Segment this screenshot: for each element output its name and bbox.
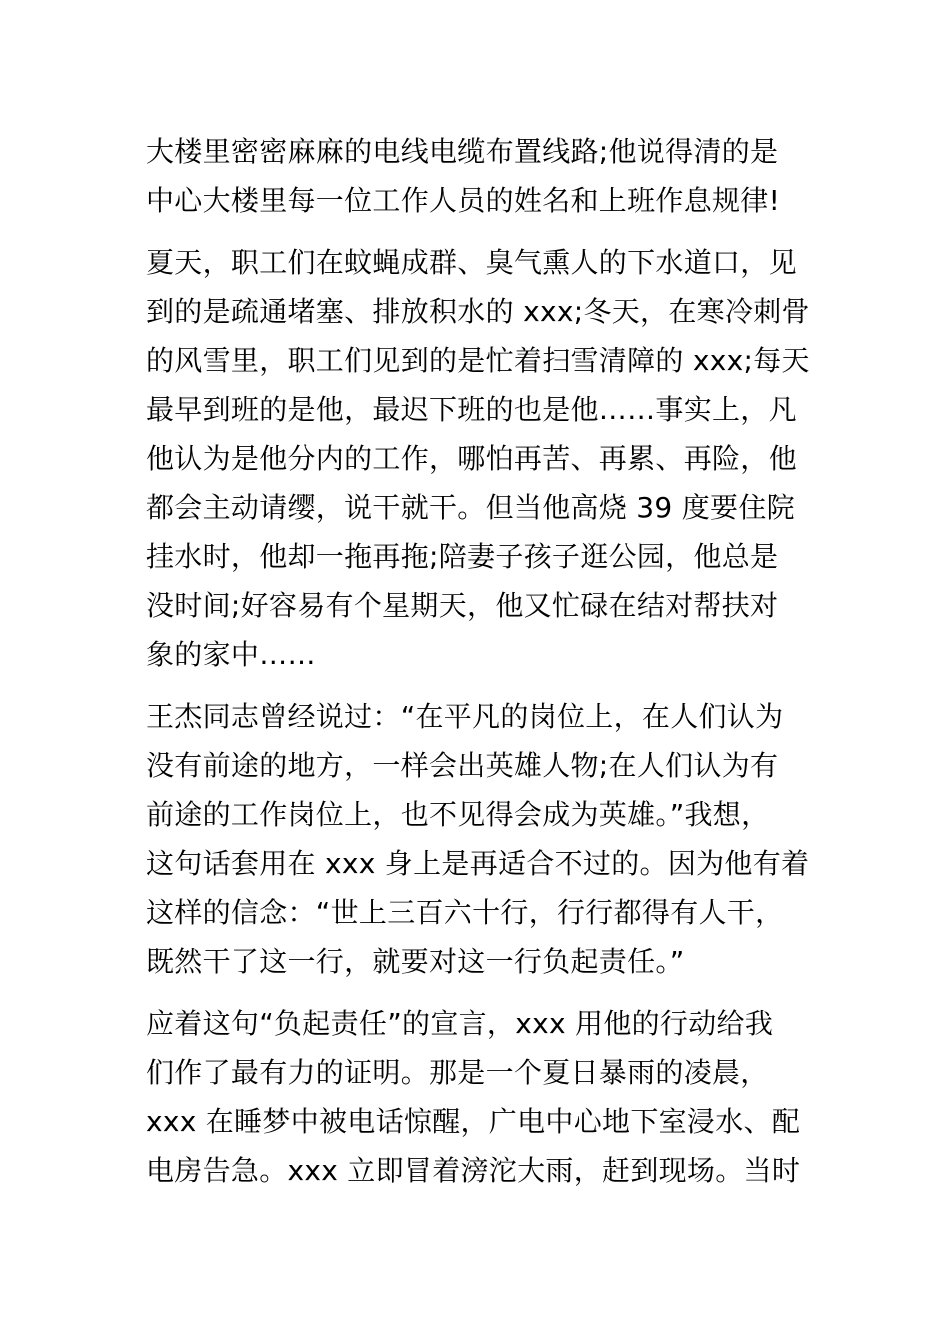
text-line: 应着这句“负起责任”的宣言，xxx 用他的行动给我 — [146, 1007, 774, 1040]
text-line: 前途的工作岗位上，也不见得会成为英雄。”我想， — [146, 798, 770, 831]
paragraph-3 — [146, 692, 826, 986]
paragraph-2 — [146, 238, 826, 679]
text-line: 挂水时，他却一拖再拖;陪妻子孩子逛公园，他总是 — [146, 540, 779, 573]
text-line: 最早到班的是他，最迟下班的也是他……事实上，凡 — [146, 393, 797, 426]
text-line: 他认为是他分内的工作，哪怕再苦、再累、再险，他 — [146, 442, 797, 475]
text-line: 象的家中…… — [146, 638, 316, 671]
text-line: 电房告急。xxx 立即冒着滂沱大雨，赶到现场。当时 — [146, 1154, 801, 1187]
text-line: 夏天，职工们在蚊蝇成群、臭气熏人的下水道口，见 — [146, 246, 797, 279]
text-line: 这样的信念：“世上三百六十行，行行都得有人干， — [146, 896, 784, 929]
paragraph-1 — [146, 127, 826, 225]
text-line: xxx 在睡梦中被电话惊醒，广电中心地下室浸水、配 — [146, 1105, 801, 1138]
text-line: 大楼里密密麻麻的电线电缆布置线路;他说得清的是 — [146, 135, 779, 168]
text-line: 中心大楼里每一位工作人员的姓名和上班作息规律! — [146, 184, 781, 217]
text-line: 没时间;好容易有个星期天，他又忙碌在结对帮扶对 — [146, 589, 779, 622]
text-line: 到的是疏通堵塞、排放积水的 xxx;冬天，在寒冷刺骨 — [146, 295, 810, 328]
document-body — [146, 127, 826, 1208]
text-line: 的风雪里，职工们见到的是忙着扫雪清障的 xxx;每天 — [146, 344, 810, 377]
text-line: 既然干了这一行，就要对这一行负起责任。” — [146, 945, 685, 978]
text-line: 这句话套用在 xxx 身上是再适合不过的。因为他有着 — [146, 847, 810, 880]
text-line: 都会主动请缨，说干就干。但当他高烧 39 度要住院 — [146, 491, 795, 524]
text-line: 们作了最有力的证明。那是一个夏日暴雨的凌晨， — [146, 1056, 769, 1089]
text-line: 王杰同志曾经说过：“在平凡的岗位上，在人们认为 — [146, 700, 784, 733]
text-line: 没有前途的地方，一样会出英雄人物;在人们认为有 — [146, 749, 779, 782]
paragraph-4 — [146, 999, 826, 1195]
